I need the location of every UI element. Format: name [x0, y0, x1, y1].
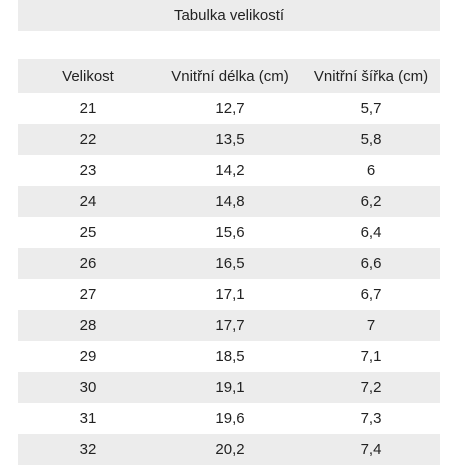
- cell-inner-width: 6,7: [360, 286, 382, 303]
- cell-inner-width: 7: [366, 317, 376, 334]
- cell-size: 23: [79, 162, 97, 179]
- cell-inner-length: 14,2: [215, 162, 245, 179]
- table-row: [18, 434, 440, 465]
- cell-inner-width: 6,4: [360, 224, 382, 241]
- cell-inner-width: 5,8: [360, 131, 382, 148]
- cell-inner-width: 7,1: [360, 348, 382, 365]
- cell-inner-length: 13,5: [215, 131, 245, 148]
- cell-size: 29: [79, 348, 97, 365]
- size-chart: [18, 0, 440, 465]
- cell-inner-length: 19,6: [215, 410, 245, 427]
- table-row: [18, 403, 440, 434]
- cell-inner-width: 5,7: [360, 100, 382, 117]
- cell-inner-width: 6,6: [360, 255, 382, 272]
- cell-inner-length: 15,6: [215, 224, 245, 241]
- cell-size: 28: [79, 317, 97, 334]
- table-row: [18, 155, 440, 186]
- title-spacer: [18, 31, 440, 59]
- table-row: [18, 279, 440, 310]
- cell-size: 21: [79, 100, 97, 117]
- table-row: [18, 124, 440, 155]
- header-inner-length: Vnitřní délka (cm): [171, 67, 289, 85]
- cell-inner-length: 12,7: [215, 100, 245, 117]
- cell-inner-length: 20,2: [215, 441, 245, 458]
- table-body: [18, 93, 440, 465]
- header-size: Velikost: [62, 67, 114, 85]
- cell-size: 27: [79, 286, 97, 303]
- table-title: Tabulka velikostí: [18, 0, 440, 31]
- cell-inner-width: 7,2: [360, 379, 382, 396]
- size-table: [18, 59, 440, 465]
- cell-size: 25: [79, 224, 97, 241]
- cell-size: 30: [79, 379, 97, 396]
- cell-inner-width: 7,4: [360, 441, 382, 458]
- cell-inner-length: 16,5: [215, 255, 245, 272]
- cell-size: 31: [79, 410, 97, 427]
- table-header: [18, 59, 440, 93]
- cell-size: 22: [79, 131, 97, 148]
- table-row: [18, 248, 440, 279]
- table-row: [18, 186, 440, 217]
- table-row: [18, 341, 440, 372]
- cell-size: 32: [79, 441, 97, 458]
- cell-size: 24: [79, 193, 97, 210]
- cell-inner-length: 19,1: [215, 379, 245, 396]
- cell-inner-length: 17,1: [215, 286, 245, 303]
- table-row: [18, 310, 440, 341]
- table-row: [18, 372, 440, 403]
- cell-inner-width: 7,3: [360, 410, 382, 427]
- cell-inner-width: 6,2: [360, 193, 382, 210]
- table-row: [18, 93, 440, 124]
- cell-size: 26: [79, 255, 97, 272]
- table-row: [18, 217, 440, 248]
- header-inner-width: Vnitřní šířka (cm): [313, 67, 429, 85]
- header-row: [18, 59, 440, 93]
- cell-inner-length: 14,8: [215, 193, 245, 210]
- cell-inner-length: 18,5: [215, 348, 245, 365]
- cell-inner-width: 6: [366, 162, 376, 179]
- cell-inner-length: 17,7: [215, 317, 245, 334]
